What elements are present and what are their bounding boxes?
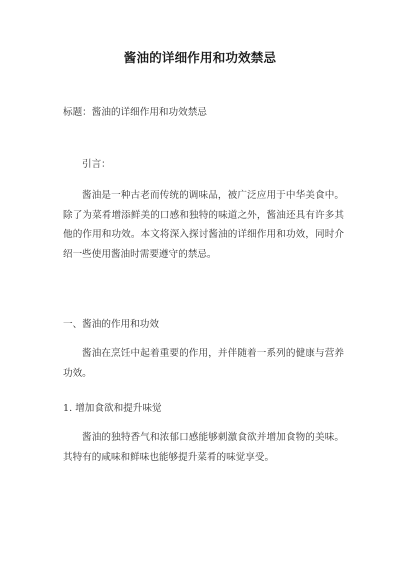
section-paragraph: 酱油在烹饪中起着重要的作用，并伴随着一系列的健康与营养功效。: [63, 348, 344, 379]
title-line: 标题：酱油的详细作用和功效禁忌: [63, 107, 207, 118]
intro-paragraph: 酱油是一种古老而传统的调味品，被广泛应用于中华美食中。除了为菜肴增添鲜美的口感和独特的味道之外，酱油还具有许多其他的作用和功效。本文将深入探讨酱油的详细作用和功效，同时介绍一些使用酱油时需要遵守的禁忌。: [63, 190, 344, 260]
document-title: 酱油的详细作用和功效禁忌: [123, 50, 277, 65]
subsection-heading: 1. 增加食欲和提升味觉: [63, 403, 162, 414]
intro-heading: 引言：: [82, 159, 111, 170]
section-heading: 一、酱油的作用和功效: [63, 319, 159, 330]
subsection-paragraph: 酱油的独特香气和浓郁口感能够刺激食欲并增加食物的美味。其特有的咸味和鲜味也能够提升菜肴的味觉享受。: [63, 432, 344, 463]
